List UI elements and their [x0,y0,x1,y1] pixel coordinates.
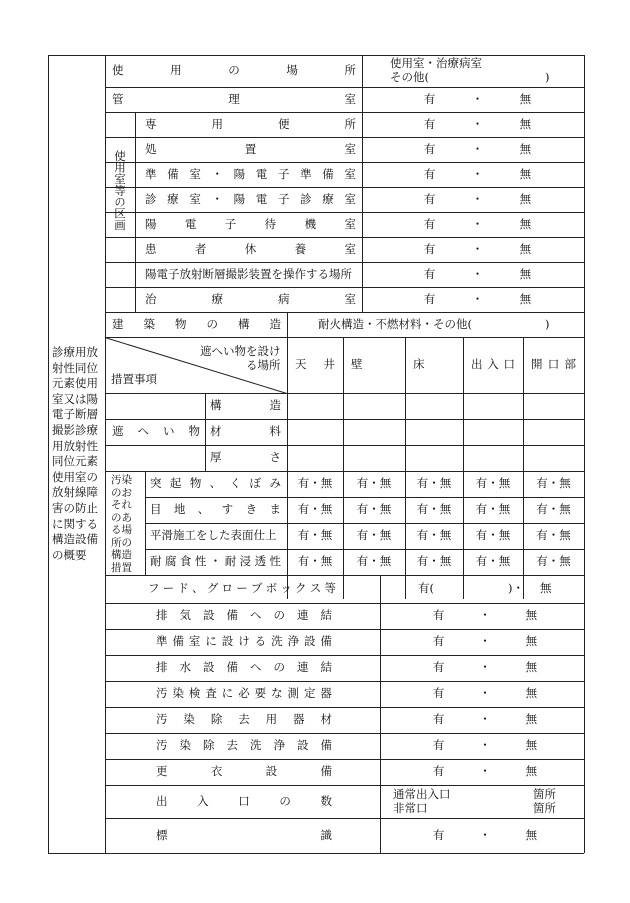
division-row-label: 患 者 休 養 室 [145,241,356,256]
hood-value-close: )・ [508,581,524,595]
facility-row-dot: ・ [479,608,491,622]
hood-label: フ ー ド 、 グ ロ ー ブ ボ ッ ク ス 等 [148,581,336,595]
division-row-yes: 有 [423,266,436,281]
contam-yes-no: 有・無 [356,502,392,516]
facility-row-label: 汚 染 除 去 洗 浄 設 備 [156,738,332,752]
rule-line [105,785,584,786]
contam-yes-no: 有・無 [536,476,571,490]
contam-row-label: 耐 腐 食 性 ・ 耐 浸 透 性 [150,554,281,568]
facility-row-label: 排 気 設 備 へ の 連 結 [156,608,332,622]
contam-vertical-label: 汚染 [111,474,132,486]
rule-line [105,471,584,472]
division-row-label: 陽 電 子 待 機 室 [145,216,356,231]
rule-line [105,603,584,604]
side-heading-line: 使用室の [52,469,98,484]
rule-line [105,629,584,630]
contam-vertical-label: 所の [111,536,132,549]
shield-column-header: 天 井 [295,357,335,371]
contam-yes-no: 有・無 [356,554,392,568]
division-row-yes: 有 [423,191,436,206]
division-row-no: 無 [519,166,532,181]
shield-diag-top: 遮へい物を設け [200,344,281,358]
entrance-unit: 箇所 [533,787,556,801]
division-row-label: 準 備 室 ・ 陽 電 子 準 備 室 [145,166,356,181]
entrance-unit: 箇所 [533,801,556,815]
shield-sub-row: 構 造 [210,398,281,412]
place-value-suffix: ) [545,70,550,84]
rule-line [380,575,381,853]
shield-column-header: 床 [413,357,425,371]
rule-line [145,549,584,550]
contam-row-label: 突 起 物 、 く ぼ み [150,476,281,490]
contam-vertical-label: のお [111,486,132,499]
division-row-label: 診 療 室 ・ 陽 電 子 診 療 室 [145,191,356,206]
admin-dot: ・ [471,91,484,106]
facility-row-yes: 有 [432,712,445,726]
contam-yes-no: 有・無 [475,528,511,542]
division-row-label: 治 療 病 室 [145,291,356,306]
facility-row-dot: ・ [479,660,491,674]
contam-yes-no: 有・無 [297,476,333,490]
shield-sub-row: 材 料 [210,424,281,438]
contam-yes-no: 有・無 [536,554,571,568]
contam-vertical-label: 構造 [111,549,132,561]
rule-line [105,137,584,138]
facility-row-dot: ・ [479,764,491,778]
side-heading-line: 診療用放 [52,345,98,359]
facility-row-no: 無 [525,738,538,752]
side-heading-line: 電子断層 [52,407,98,422]
division-row-label: 陽電子放射断層撮影装置を操作する場所 [145,266,352,281]
facility-row-label: 汚 染 除 去 用 器 材 [156,712,332,726]
division-row-no: 無 [519,266,532,281]
side-heading-line: 室又は陽 [52,391,98,406]
contam-yes-no: 有・無 [297,502,333,516]
contam-vertical-label: のあ [111,511,132,524]
division-row-no: 無 [519,141,532,156]
side-heading-line: 射性同位 [52,360,98,375]
building-label: 建 築 物 の 構 造 [112,316,281,331]
rule-line [105,212,584,213]
shield-column-header: 出 入 口 [471,357,515,371]
shield-row-label: 遮 へ い 物 [112,424,200,438]
facility-row-no: 無 [525,608,538,622]
side-heading-line: 構造設備 [52,532,98,547]
division-row-dot: ・ [471,141,484,156]
side-heading-line: 害の防止 [52,501,98,515]
contam-yes-no: 有・無 [416,528,452,542]
rule-line [105,337,584,338]
contam-yes-no: 有・無 [475,502,511,516]
shield-column-header: 壁 [351,357,363,371]
rule-line [105,393,584,394]
side-heading-line: 元素使用 [52,376,98,391]
division-row-no: 無 [519,116,532,131]
facility-row-label: 排 水 設 備 へ の 連 結 [156,660,332,674]
rule-line [105,655,584,656]
division-row-dot: ・ [471,191,484,206]
contam-yes-no: 有・無 [297,528,333,542]
division-row-yes: 有 [423,216,436,231]
entrance-emergency: 非常口 [393,801,428,815]
division-row-yes: 有 [423,116,436,131]
rule-line [105,445,584,446]
sign-no: 無 [525,827,538,842]
rule-line [105,55,584,56]
entrance-label: 出 入 口 の 数 [156,793,332,808]
side-heading-line: 同位元素 [52,454,98,469]
rule-line [105,759,584,760]
rule-line [145,497,584,498]
rule-line [48,55,49,853]
rule-line [105,575,584,576]
facility-row-yes: 有 [432,634,445,648]
division-row-no: 無 [519,241,532,256]
division-row-dot: ・ [471,266,484,281]
rule-line [105,733,584,734]
contam-yes-no: 有・無 [356,476,392,490]
facility-row-dot: ・ [479,712,491,726]
rule-line [105,707,584,708]
rule-line [287,312,288,337]
contam-yes-no: 有・無 [536,528,571,542]
facility-row-no: 無 [525,686,538,700]
building-value: 耐火構造・不燃材料・その他( [318,317,472,331]
rule-line [48,853,584,854]
place-value-prefix: その他( [390,70,429,84]
rule-line [105,312,584,313]
rule-line [584,55,585,853]
contam-row-label: 目 地 、 す き ま [150,502,281,516]
rule-line [105,419,584,420]
division-row-dot: ・ [471,166,484,181]
division-row-no: 無 [519,191,532,206]
place-value-line1: 使用室・治療病室 [390,56,482,70]
rule-line [105,287,584,288]
admin-no: 無 [519,91,532,106]
facility-row-dot: ・ [479,634,491,648]
division-row-dot: ・ [471,116,484,131]
division-row-yes: 有 [423,291,436,306]
division-row-label: 専 用 便 所 [145,116,356,131]
facility-row-dot: ・ [479,738,491,752]
contam-yes-no: 有・無 [416,554,452,568]
facility-row-yes: 有 [432,764,445,778]
division-row-yes: 有 [423,166,436,181]
rule-line [105,818,584,819]
division-row-dot: ・ [471,216,484,231]
division-row-yes: 有 [423,141,436,156]
contam-yes-no: 有・無 [536,502,571,516]
shield-diag-top2: る場所 [246,358,281,372]
division-row-label: 処 置 室 [145,141,356,156]
facility-row-label: 更 衣 設 備 [156,764,332,778]
facility-row-dot: ・ [479,686,491,700]
building-value-close: ) [545,317,550,331]
admin-label: 管 理 室 [112,91,356,106]
contam-yes-no: 有・無 [416,502,452,516]
contam-vertical-label: る場 [111,524,132,536]
rule-line [105,681,584,682]
facility-row-label: 準 備 室 に 設 け る 洗 浄 設 備 [156,634,332,648]
shield-column-header: 開 口 部 [531,357,576,371]
place-label: 使 用 の 場 所 [112,63,356,77]
sign-yes: 有 [432,827,445,842]
contam-yes-no: 有・無 [297,554,333,568]
facility-row-no: 無 [525,660,538,674]
hood-value-open: 有( [418,581,434,595]
side-heading-line: の概要 [52,547,87,562]
division-vertical-label: 使用室等の区画 [113,150,127,231]
side-heading-line: 撮影診療 [52,423,98,437]
rule-line [105,187,584,188]
contam-row-label: 平滑施工をした表面仕上 [150,528,277,542]
rule-line [205,393,206,471]
contam-vertical-label: 措置 [111,561,132,574]
facility-row-yes: 有 [432,660,445,674]
contam-yes-no: 有・無 [416,476,452,490]
admin-yes: 有 [423,91,436,106]
facility-row-yes: 有 [432,738,445,752]
facility-row-yes: 有 [432,686,445,700]
shield-diag-bottom: 措置事項 [111,372,157,386]
division-row-dot: ・ [471,291,484,306]
contam-yes-no: 有・無 [356,528,392,542]
division-row-dot: ・ [471,241,484,256]
side-heading-line: 放射線障 [52,485,98,500]
entrance-normal: 通常出入口 [393,787,451,801]
rule-line [145,523,584,524]
contam-yes-no: 有・無 [475,476,511,490]
rule-line [105,162,584,163]
sign-label: 標 識 [156,827,332,842]
rule-line [105,112,584,113]
side-heading-line: に関する [52,516,98,531]
rule-line [145,471,146,575]
division-row-yes: 有 [423,241,436,256]
sign-dot: ・ [479,827,491,842]
rule-line [362,55,363,312]
hood-value-no: 無 [540,581,552,595]
division-row-no: 無 [519,291,532,306]
facility-row-no: 無 [525,634,538,648]
facility-row-no: 無 [525,764,538,778]
shield-sub-row: 厚 さ [210,450,281,464]
contam-vertical-label: それ [111,499,132,511]
division-row-no: 無 [519,216,532,231]
contam-yes-no: 有・無 [475,554,511,568]
facility-row-label: 汚 染 検 査 に 必 要 な 測 定 器 [156,686,332,700]
rule-line [105,87,584,88]
rule-line [105,262,584,263]
rule-line [135,112,136,312]
facility-row-no: 無 [525,712,538,726]
facility-row-yes: 有 [432,608,445,622]
side-heading-line: 用放射性 [52,438,98,453]
rule-line [105,237,584,238]
